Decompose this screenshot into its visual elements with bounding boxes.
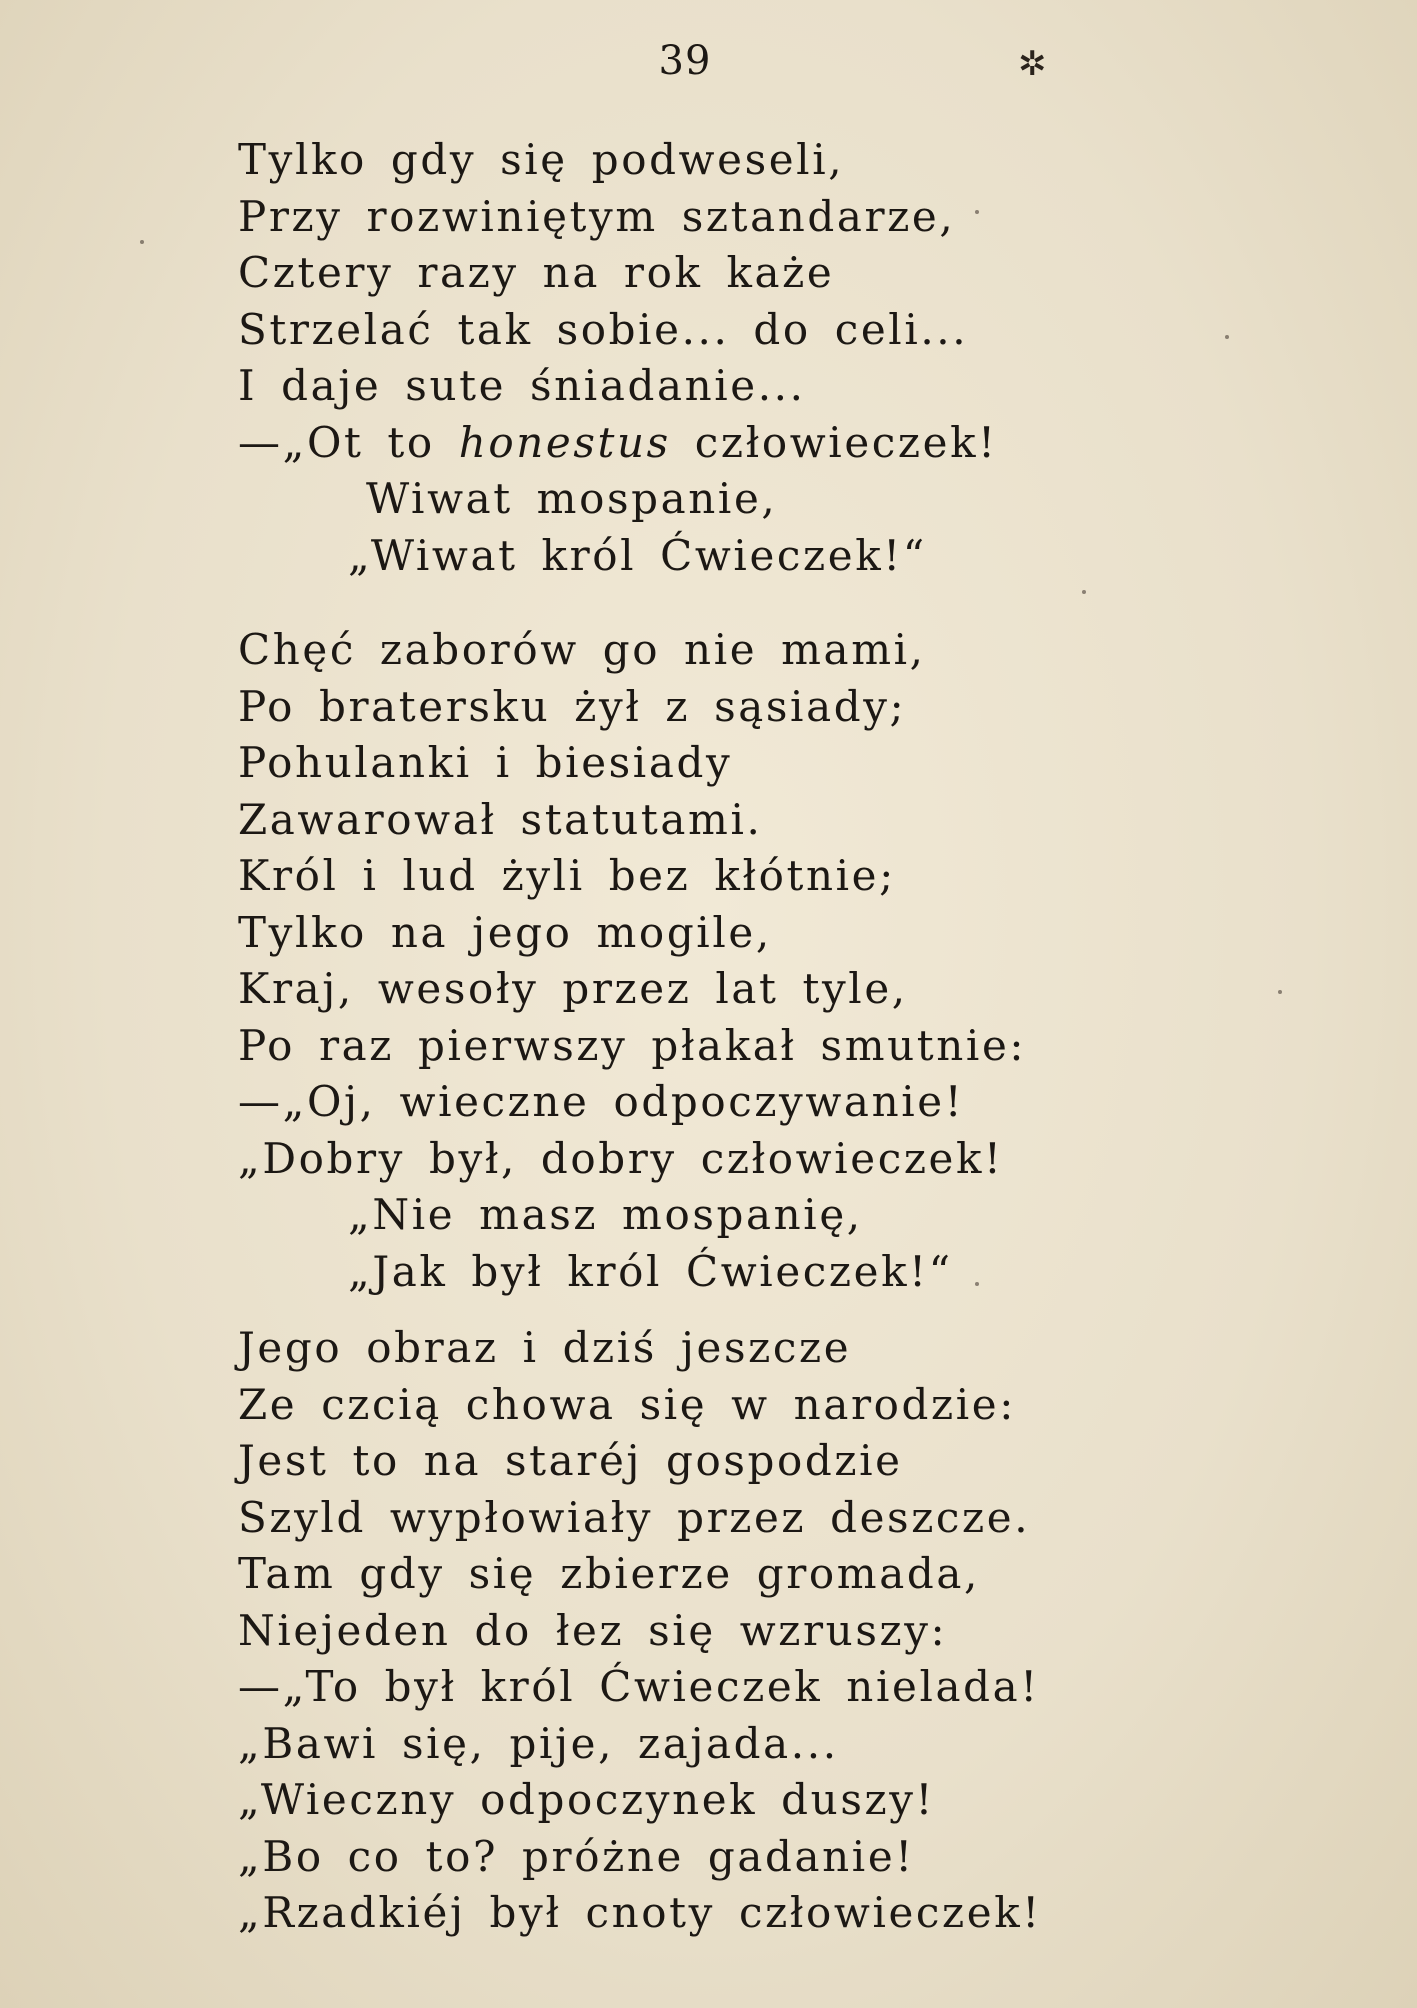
paper-speck [1082, 590, 1086, 594]
stanza-1 [238, 132, 1358, 584]
verse-line-mixed [238, 415, 1358, 472]
verse-line-indented: „Nie masz mospanię, [348, 1190, 863, 1239]
verse-line: Kraj, wesoły przez lat tyle, [238, 964, 908, 1013]
verse-line: Po bratersku żył z sąsiady; [238, 681, 907, 731]
verse-line: „Bawi się, pije, zajada... [238, 1718, 839, 1768]
verse-segment-italic: honestus [458, 417, 671, 467]
stanza-3 [238, 1320, 1358, 1942]
verse-line: „Rzadkiéj był cnoty człowieczek! [238, 1888, 1042, 1937]
verse-line: Cztery razy na rok każe [238, 248, 835, 297]
verse-line: Po raz pierwszy płakał smutnie: [238, 1020, 1027, 1070]
verse-line: „Bo co to? próżne gadanie! [238, 1831, 915, 1881]
paper-speck [975, 1282, 979, 1286]
verse-line: Pohulanki i biesiady [238, 738, 733, 787]
verse-line: Jest to na staréj gospodzie [238, 1436, 903, 1485]
verse-segment: —„Ot to [238, 417, 459, 467]
verse-line: Strzelać tak sobie... do celi... [238, 304, 969, 354]
verse-line: Tylko na jego mogile, [238, 907, 772, 957]
paper-speck [975, 210, 979, 214]
verse-line: Jego obraz i dziś jeszcze [238, 1323, 852, 1372]
verse-line: Przy rozwiniętym sztandarze, [238, 191, 956, 241]
verse-line: Tam gdy się zbierze gromada, [238, 1549, 980, 1598]
paper-speck [1225, 335, 1229, 339]
verse-line: Niejeden do łez się wzruszy: [238, 1605, 948, 1655]
page-number: 39 [658, 38, 712, 84]
paper-speck [140, 240, 144, 244]
verse-line: —„To był król Ćwieczek nielada! [238, 1662, 1040, 1711]
verse-line: Tylko gdy się podweseli, [238, 135, 845, 184]
verse-line: „Wieczny odpoczynek duszy! [238, 1775, 936, 1824]
verse-line: Chęć zaborów go nie mami, [238, 625, 926, 674]
paper-speck [1278, 990, 1282, 994]
verse-line: Zawarował statutami. [238, 794, 763, 844]
verse-line: —„Oj, wieczne odpoczywanie! [238, 1077, 965, 1126]
verse-line: I daje sute śniadanie... [238, 361, 806, 410]
verse-line: Ze czcią chowa się w narodzie: [238, 1379, 1016, 1429]
verse-line-indented: Wiwat mospanie, [366, 474, 778, 523]
verse-line-indented: „Wiwat król Ćwieczek!“ [348, 530, 927, 580]
verse-line-indented: „Jak był król Ćwieczek!“ [348, 1246, 953, 1296]
verse-line: Szyld wypłowiały przez deszcze. [238, 1492, 1031, 1542]
stanza-2 [238, 622, 1358, 1300]
verse-line: „Dobry był, dobry człowieczek! [238, 1133, 1004, 1183]
verse-segment: człowieczek! [670, 417, 998, 467]
asterisk-ornament-icon: ✲ [1018, 44, 1047, 84]
verse-line: Król i lud żyli bez kłótnie; [238, 851, 896, 900]
